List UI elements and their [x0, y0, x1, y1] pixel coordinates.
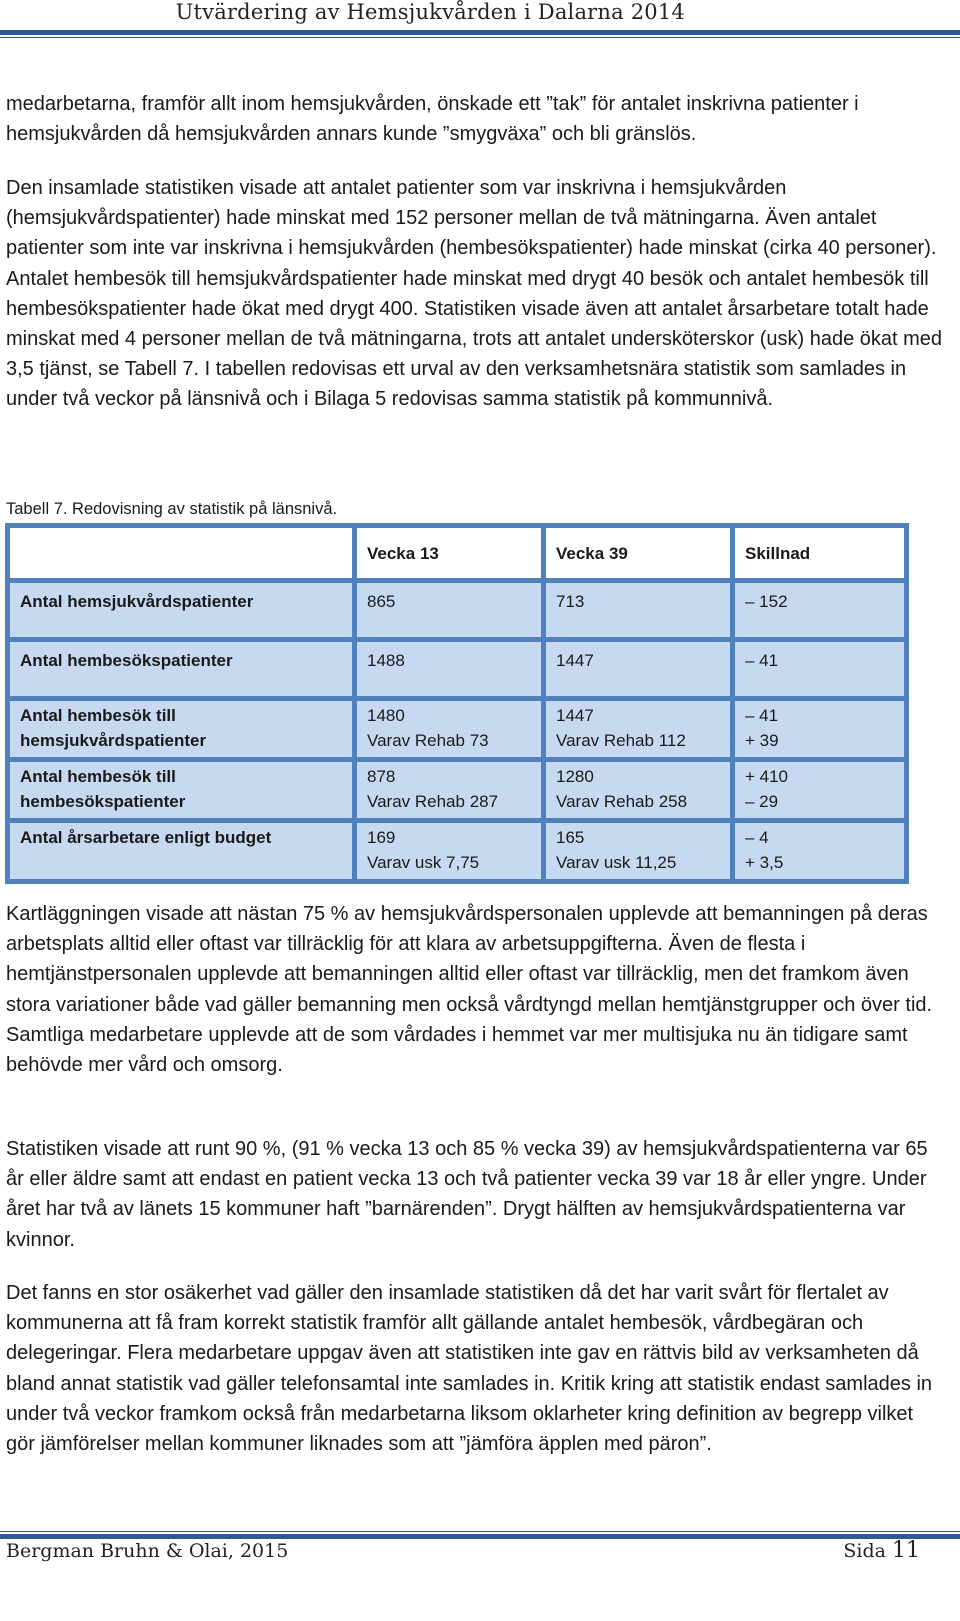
header-cell-skillnad: Skillnad [735, 528, 904, 578]
cell-value: – 41 [745, 651, 779, 670]
row-label: Antal hemsjukvårdspatienter [10, 583, 352, 637]
paragraph-5: Det fanns en stor osäkerhet vad gäller den insamlade statistiken då det har varit svårt för flertalet av kommunerna att få fram korrekt statistik framför allt gällande antalet hembesök, vårdbegäran och delegeringar. Flera medarbetare uppgav även att statistiken inte gav en rättvis bild av verksamheten då bland annat statistik vad gäller telefonsamtal inte samlades in. Kritik kring att statistik endast samlades in under två veckor framkom också från medarbetarna liksom oklarheter kring definition av begrepp vilket gör jämförelser mellan kommuner liknades som att ”jämföra äpplen med päron”. [6, 1282, 933, 1456]
cell-vecka-13 [357, 762, 541, 818]
statistics-table [5, 523, 909, 884]
page-number: 11 [892, 1538, 920, 1563]
header-cell-vecka-39: Vecka 39 [546, 528, 730, 578]
cell-value: + 410 [745, 767, 789, 786]
paragraph-2: Den insamlade statistiken visade att antalet patienter som var inskrivna i hemsjukvården (hemsjukvårdspatienter) hade minskat med 152 personer mellan de två mätningarna. Även antalet patienter som inte var inskrivna i hemsjukvården (hembesökspatienter) hade minskat (cirka 40 personer). Antalet hembesök till hemsjukvårdspatienter hade minskat med drygt 40 besök och antalet hembesök till hembesökspatienter hade ökat med drygt 400. Statistiken visade även att antalet årsarbetare totalt hade minskat med 4 personer mellan de två mätningarna, trots att antalet undersköterskor (usk) hade ökat med 3,5 tjänst, se Tabell 7. I tabellen redovisas ett urval av den verksamhetsnära statistik som samlades in under två veckor på länsnivå och i Bilaga 5 redovisas samma statistik på kommunnivå. [6, 177, 943, 411]
cell-subvalue: Varav Rehab 73 [367, 731, 489, 750]
cell-value: – 41 [745, 706, 779, 725]
cell-vecka-39 [546, 642, 730, 696]
cell-vecka-13 [357, 823, 541, 879]
cell-value: 169 [367, 828, 396, 847]
header-cell-vecka-13: Vecka 13 [357, 528, 541, 578]
cell-subvalue: Varav Rehab 287 [367, 792, 499, 811]
footer-page [843, 1538, 920, 1563]
row-label: Antal hembesökspatienter [10, 642, 352, 696]
cell-skillnad [735, 823, 904, 879]
table-row [10, 583, 904, 637]
table-caption: Tabell 7. Redovisning av statistik på länsnivå. [6, 500, 338, 518]
cell-value: 1488 [367, 651, 405, 670]
table-header-row [10, 528, 904, 578]
cell-skillnad [735, 642, 904, 696]
footer-rule-thin [0, 1531, 960, 1532]
cell-value: 878 [367, 767, 396, 786]
table-row [10, 823, 904, 879]
header-rule-thin [0, 37, 960, 38]
row-label: Antal årsarbetare enligt budget [10, 823, 352, 879]
cell-value: – 4 [745, 828, 769, 847]
cell-value: 865 [367, 592, 396, 611]
cell-vecka-39 [546, 762, 730, 818]
header-cell-empty [10, 528, 352, 578]
cell-value: – 152 [745, 592, 788, 611]
cell-value: 165 [556, 828, 585, 847]
cell-value: 1447 [556, 706, 594, 725]
footer-authors: Bergman Bruhn & Olai, 2015 [6, 1540, 289, 1562]
cell-value: 1280 [556, 767, 594, 786]
cell-vecka-13 [357, 642, 541, 696]
cell-subvalue: + 39 [745, 731, 779, 750]
cell-skillnad [735, 583, 904, 637]
cell-value: 1480 [367, 706, 405, 725]
cell-skillnad [735, 762, 904, 818]
paragraph-1: medarbetarna, framför allt inom hemsjukvården, önskade ett ”tak” för antalet inskrivna patienter i hemsjukvården då hemsjukvården annars kunde ”smygväxa” och bli gränslös. [6, 93, 859, 146]
paragraph-4: Statistiken visade att runt 90 %, (91 % vecka 13 och 85 % vecka 39) av hemsjukvårdspatienterna var 65 år eller äldre samt att endast en patient vecka 13 och två patienter vecka 39 var 18 år eller yngre. Under året har två av länets 15 kommuner haft ”barnärenden”. Drygt hälften av hemsjukvårdspatienterna var kvinnor. [6, 1138, 928, 1251]
footer-rule [0, 1534, 960, 1539]
row-label: Antal hembesök till hemsjukvårdspatienter [10, 701, 352, 757]
row-label: Antal hembesök till hembesökspatienter [10, 762, 352, 818]
cell-skillnad [735, 701, 904, 757]
header-rule [0, 30, 960, 35]
table-row [10, 642, 904, 696]
cell-subvalue: Varav usk 11,25 [556, 853, 677, 872]
table-row [10, 701, 904, 757]
cell-subvalue: Varav Rehab 258 [556, 792, 688, 811]
cell-vecka-13 [357, 583, 541, 637]
cell-subvalue: Varav Rehab 112 [556, 731, 686, 750]
paragraph-3: Kartläggningen visade att nästan 75 % av hemsjukvårdspersonalen upplevde att bemanningen på deras arbetsplats alltid eller oftast var tillräcklig för att klara av arbetsuppgifterna. Även de flesta i hemtjänstpersonalen upplevde att bemanningen alltid eller oftast var tillräcklig, men det framkom även stora variationer både vad gäller bemanning men också vårdtyngd mellan hemtjänstgrupper och över tid. Samtliga medarbetare upplevde att de som vårdades i hemmet var mer multisjuka nu än tidigare samt behövde mer vård och omsorg. [6, 903, 933, 1077]
cell-vecka-39 [546, 701, 730, 757]
cell-vecka-13 [357, 701, 541, 757]
cell-vecka-39 [546, 583, 730, 637]
cell-subvalue: Varav usk 7,75 [367, 853, 480, 872]
cell-value: 1447 [556, 651, 594, 670]
table-row [10, 762, 904, 818]
running-header-title: Utvärdering av Hemsjukvården i Dalarna 2014 [175, 0, 685, 24]
cell-subvalue: – 29 [745, 792, 779, 811]
cell-vecka-39 [546, 823, 730, 879]
page-label: Sida [843, 1540, 886, 1562]
cell-subvalue: + 3,5 [745, 853, 784, 872]
cell-value: 713 [556, 592, 585, 611]
